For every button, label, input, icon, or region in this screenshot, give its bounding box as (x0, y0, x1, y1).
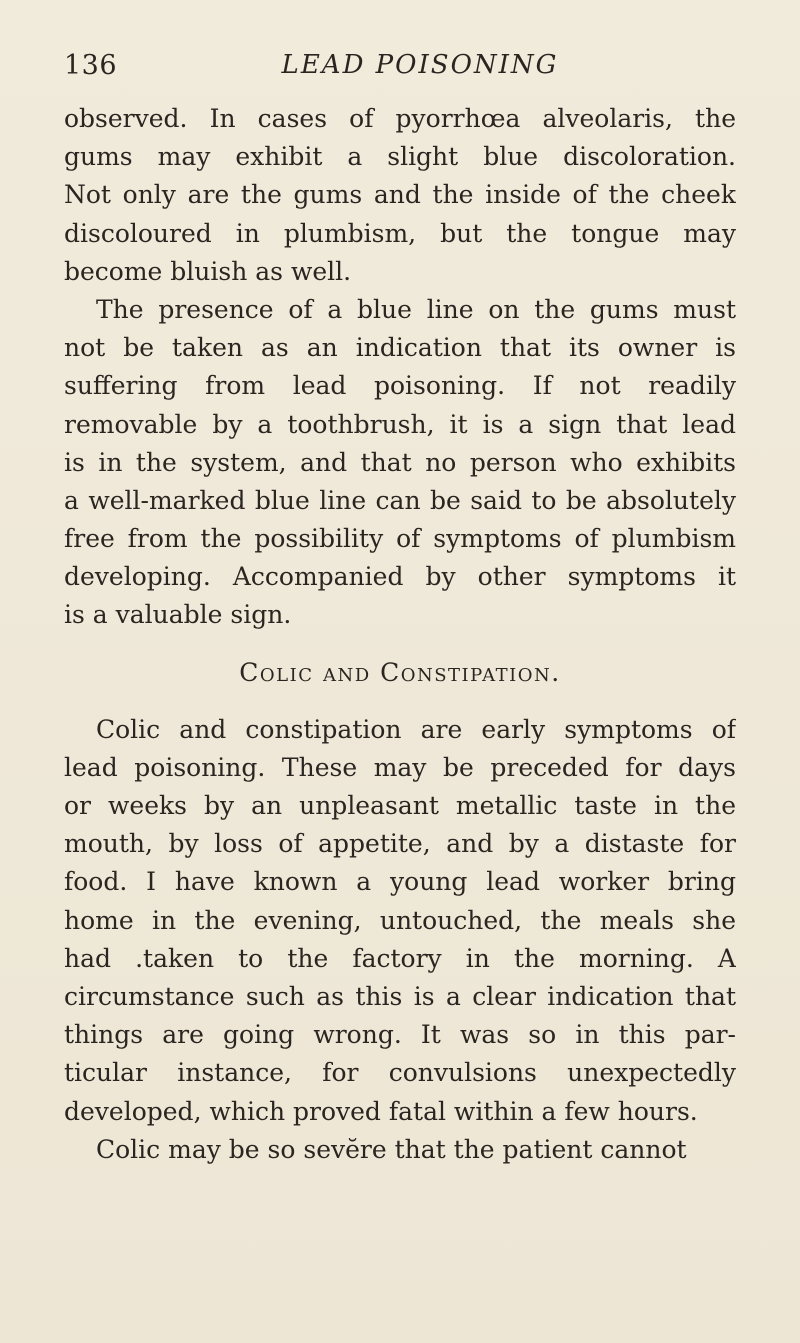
text-line: developed, which proved fatal within a few hours. (64, 1096, 698, 1126)
body-text (64, 100, 736, 1169)
text-line: not be taken as an indication that its owner is (64, 333, 736, 363)
text-line: food. I have known a young lead worker bring (64, 867, 736, 897)
text-line: observed. In cases of pyorrhœa alveolaris, the (64, 104, 736, 133)
paragraph (64, 291, 736, 635)
text-line: Colic and constipation are early symptoms of (96, 714, 736, 744)
section-heading: Colic and Constipation. (239, 657, 561, 687)
page-header (64, 50, 736, 96)
paragraph (64, 1131, 736, 1169)
page-number: 136 (64, 50, 118, 81)
text-line: free from the possibility of symptoms of plumbism (64, 524, 736, 554)
text-line: is a valuable sign. (64, 600, 292, 630)
text-line: suffering from lead poisoning. If not readily (64, 371, 736, 401)
text-line: removable by a toothbrush, it is a sign that lead (64, 409, 736, 439)
text-line: developing. Accompanied by other symptoms it (64, 562, 736, 592)
paragraph (64, 711, 736, 1131)
text-line: gums may exhibit a slight blue discoloration. (64, 142, 736, 172)
text-line: ticular instance, for convulsions unexpectedly (64, 1058, 736, 1088)
running-title: LEAD POISONING (281, 50, 559, 80)
paragraph (64, 100, 736, 291)
text-line: things are going wrong. It was so in this par- (64, 1020, 736, 1050)
text-line: had .taken to the factory in the morning. A (64, 943, 736, 973)
text-line: a well-marked blue line can be said to be absolutely (64, 485, 736, 515)
text-line: or weeks by an unpleasant metallic taste in the (64, 791, 736, 820)
text-line: home in the evening, untouched, the meals she (64, 905, 736, 935)
text-line: lead poisoning. These may be preceded for days (64, 752, 736, 782)
text-line: The presence of a blue line on the gums must (96, 294, 736, 324)
text-line: discoloured in plumbism, but the tongue may (64, 218, 736, 248)
text-line: become bluish as well. (64, 256, 352, 286)
text-line: mouth, by loss of appetite, and by a distaste for (64, 829, 736, 859)
text-line: Not only are the gums and the inside of the cheek (64, 180, 736, 210)
text-line: is in the system, and that no person who exhibits (64, 447, 736, 477)
text-line: Colic may be so sevĕre that the patient cannot (96, 1134, 687, 1164)
text-line: circumstance such as this is a clear indication that (64, 981, 736, 1011)
